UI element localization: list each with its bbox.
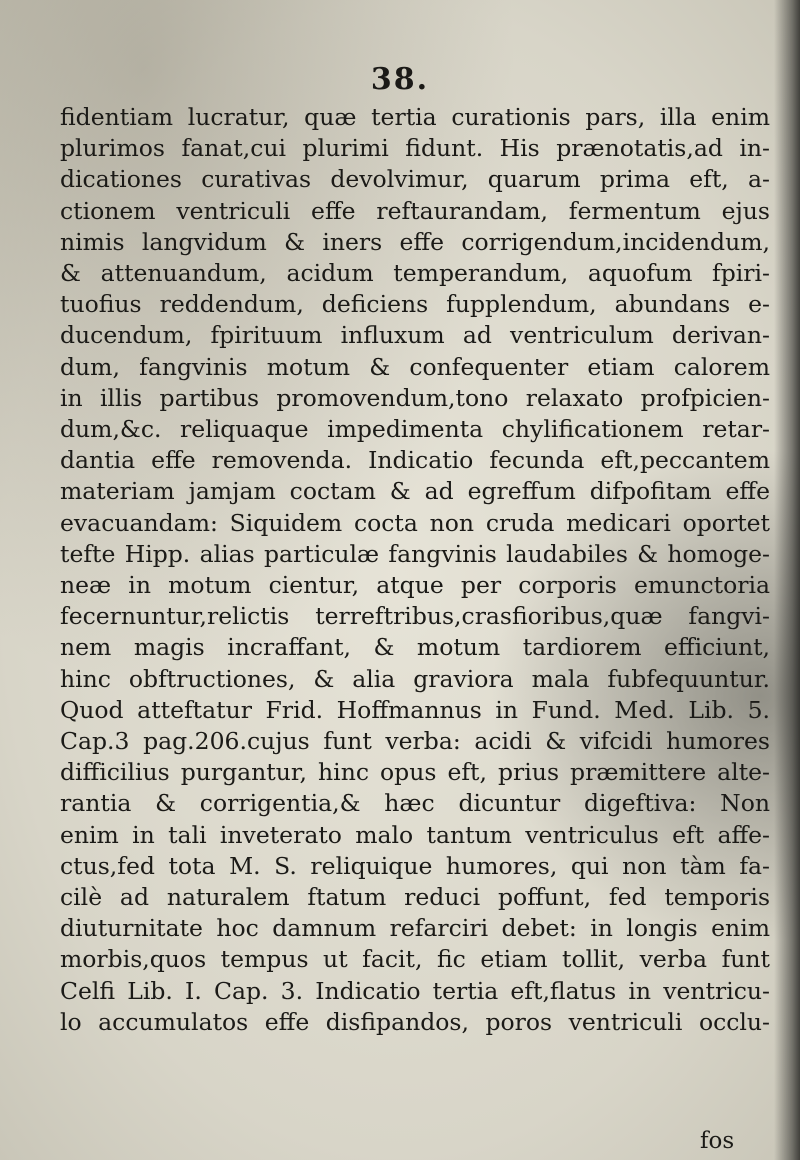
text-line: evacuandam: Siquidem cocta non cruda medicari oportet: [60, 508, 770, 537]
page-shadow-edge: [774, 0, 800, 1160]
text-line: neæ in motum cientur, atque per corporis emunctoria: [60, 571, 770, 600]
page-header: 38.: [370, 62, 430, 97]
text-line: Quod atteftatur Frid. Hoffmannus in Fund. Med. Lib. 5.: [60, 695, 770, 724]
text-line: dantia effe removenda. Indicatio fecunda eft,peccantem: [60, 446, 770, 475]
text-line: ducendum, fpirituum influxum ad ventriculum derivan-: [60, 321, 770, 350]
body-text: [60, 102, 770, 1038]
text-line: in illis partibus promovendum,tono relaxato profpicien-: [60, 383, 770, 412]
text-line: nimis langvidum & iners effe corrigendum,incidendum,: [60, 227, 770, 256]
text-line: Cap.3 pag.206.cujus funt verba: acidi & vifcidi humores: [60, 727, 770, 756]
text-line: fidentiam lucratur, quæ tertia curationis pars, illa enim: [60, 103, 770, 131]
text-line: & attenuandum, acidum temperandum, aquofum fpiri-: [60, 259, 770, 288]
text-line: rantia & corrigentia,& hæc dicuntur digeftiva: Non: [60, 789, 770, 818]
text-line: enim in tali inveterato malo tantum ventriculus eft affe-: [60, 820, 770, 849]
text-line: dicationes curativas devolvimur, quarum prima eft, a-: [60, 165, 770, 194]
text-line: dum, fangvinis motum & confequenter etiam calorem: [60, 352, 770, 381]
text-line: plurimos fanat,cui plurimi fidunt. His prænotatis,ad in-: [60, 134, 770, 163]
text-line: morbis,quos tempus ut facit, fic etiam tollit, verba funt: [60, 945, 770, 974]
text-line: diuturnitate hoc damnum refarciri debet: in longis enim: [60, 914, 770, 943]
text-line: hinc obftructiones, & alia graviora mala fubfequuntur.: [60, 664, 770, 693]
text-line: tuofius reddendum, deficiens fupplendum, abundans e-: [60, 290, 770, 319]
text-line: nem magis incraffant, & motum tardiorem efficiunt,: [60, 633, 770, 662]
catchword: fos: [700, 1128, 735, 1154]
text-line: cilè ad naturalem ftatum reduci poffunt, fed temporis: [60, 883, 770, 912]
text-line: difficilius purgantur, hinc opus eft, prius præmittere alte-: [60, 758, 770, 787]
text-line: lo accumulatos effe disfipandos, poros ventriculi occlu-: [60, 1007, 770, 1036]
text-line: materiam jamjam coctam & ad egreffum difpofitam effe: [60, 477, 770, 506]
text-line: Celfi Lib. I. Cap. 3. Indicatio tertia eft,flatus in ventricu-: [60, 976, 770, 1005]
text-line: fecernuntur,relictis terreftribus,crasfioribus,quæ fangvi-: [60, 602, 770, 631]
text-line: ctionem ventriculi effe reftaurandam, fermentum ejus: [60, 196, 770, 225]
text-line: ctus,fed tota M. S. reliquique humores, qui non tàm fa-: [60, 851, 770, 880]
text-line: dum,&c. reliquaque impedimenta chylificationem retar-: [60, 415, 770, 444]
text-line: tefte Hipp. alias particulæ fangvinis laudabiles & homoge-: [60, 539, 770, 568]
